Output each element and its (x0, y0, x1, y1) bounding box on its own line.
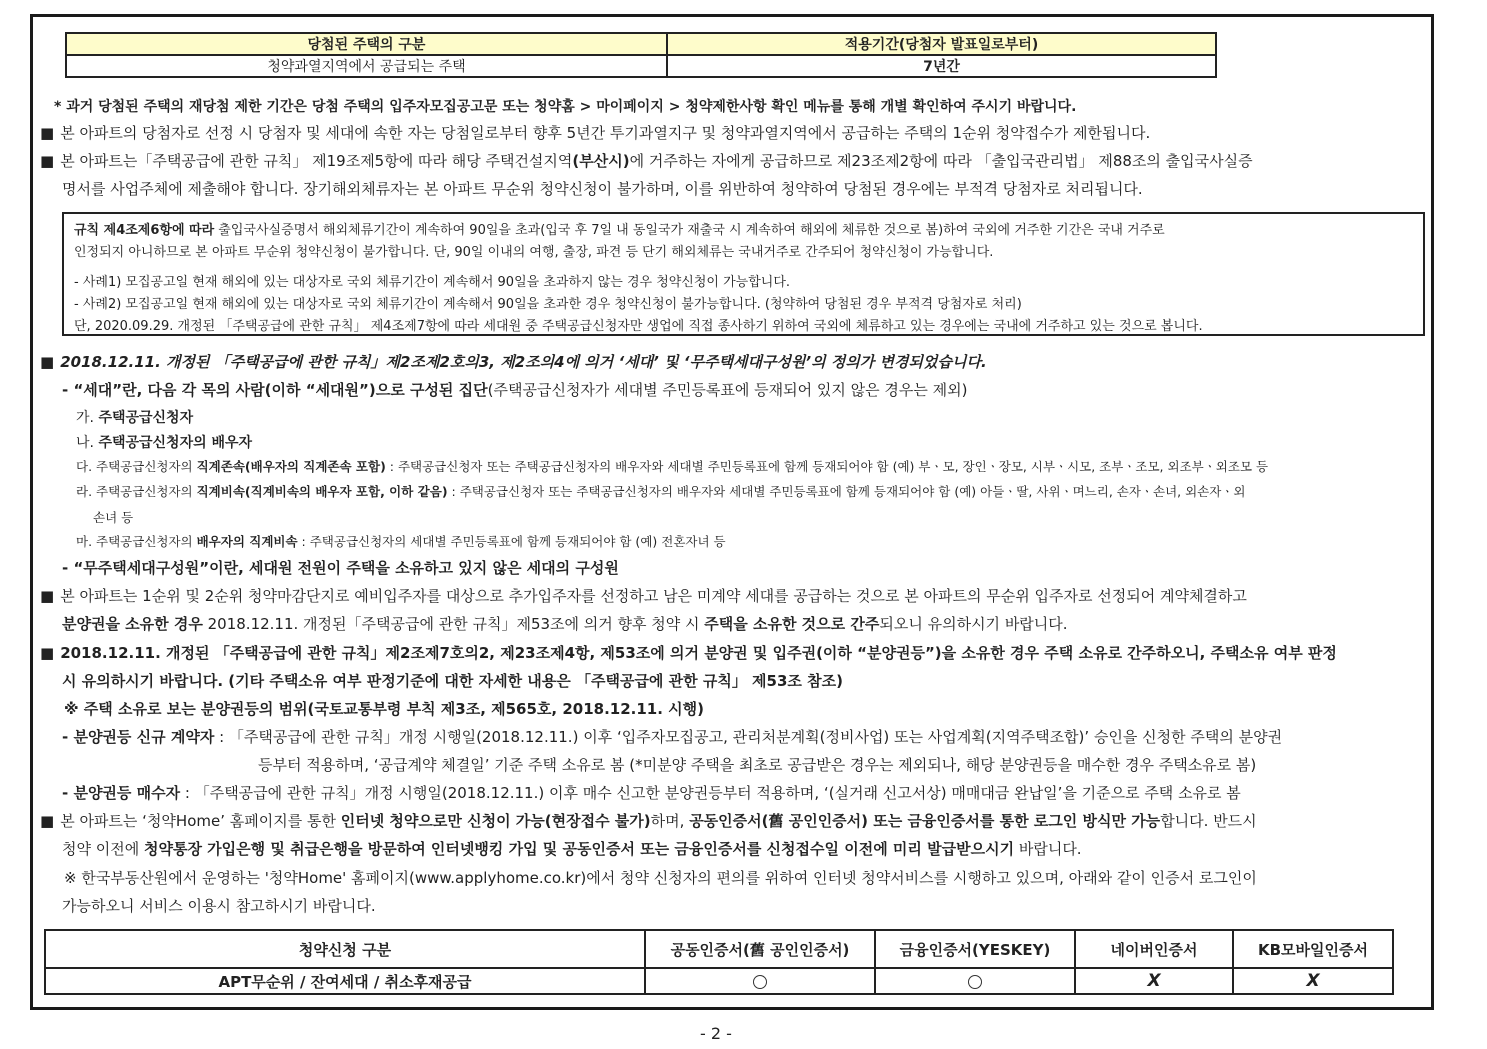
cell-apply-type: APT무순위 / 잔여세대 / 취소후재공급 (45, 968, 645, 994)
header-joint-cert: 공동인증서(舊 공인인증서) (645, 930, 875, 968)
heading-text: 2018.12.11. 개정된 「주택공급에 관한 규칙」제2조제2호의3, 제2조의4에 의거 ‘세대’ 및 ‘무주택세대구성원’의 정의가 변경되었습니다. (60, 353, 987, 371)
list-item-na (76, 432, 252, 452)
bullet-square: ■ (40, 644, 55, 662)
bullet-square: ■ (40, 587, 55, 605)
para-text: 에 거주하는 자에게 공급하므로 제23조제2항에 따라 「출입국관리법」 제88조의 출입국사실증 (629, 152, 1253, 170)
unavailable-x-mark: X (1147, 971, 1161, 991)
para-bold: 주택을 소유한 것으로 간주 (704, 615, 880, 633)
para-text: 2018.12.11. 개정된 「주택공급에 관한 규칙」제2조제7호의2, 제23조제4항, 제53조에 의거 분양권 및 입주권(이하 “분양권등”)을 소유한 경우 주택 소유로 간주하오니, 주택소유 여부 판정 (60, 644, 1337, 662)
household-heading (40, 351, 987, 372)
para-text: 본 아파트는 1순위 및 2순위 청약마감단지로 예비입주자를 대상으로 추가입주자를 선정하고 남은 미계약 세대를 공급하는 것으로 본 아파트의 무순위 입주자로 선정되어 계약체결하고 (60, 587, 1247, 605)
bullet-square: ■ (40, 812, 55, 830)
item-text: : 「주택공급에 관한 규칙」개정 시행일(2018.12.11.) 이후 ‘입주자모집공고, 관리처분계획(정비사업) 또는 사업계획(지역주택조합)’ 승인을 신청한 주택의 분양권 (214, 728, 1283, 746)
cell-naver-cert (1075, 968, 1233, 994)
table-row (66, 55, 1216, 77)
cell-kb-cert (1233, 968, 1393, 994)
def-bold: - “세대”란, 다음 각 목의 사람(이하 “세대원”)으로 구성된 집단 (62, 381, 488, 399)
header-financial-cert: 금융인증서(YESKEY) (875, 930, 1075, 968)
presale-new-contractor-cont: 등부터 적용하며, ‘공급계약 체결일’ 기준 주택 소유로 봄 (*미분양 주택을 최초로 공급받은 경우는 제외되나, 해당 분양권등을 매수한 경우 주택소유로 봄) (258, 756, 1257, 774)
header-kb-cert: KB모바일인증서 (1233, 930, 1393, 968)
para-online-apply-line1 (40, 810, 1257, 831)
list-item-ra (76, 482, 1245, 500)
para-text: 2018.12.11. 개정된「주택공급에 관한 규칙」제53조에 의거 향후 청약 시 (202, 615, 705, 633)
para-text: 바랍니다. (1014, 840, 1082, 858)
header-house-type: 당첨된 주택의 구분 (66, 33, 667, 55)
para-residency-line1 (40, 150, 1253, 171)
bullet-square: ■ (40, 353, 55, 371)
note-rewin-check: * 과거 당첨된 주택의 재당첨 제한 기간은 당첨 주택의 입주자모집공고문 또는 청약홈 > 마이페이지 > 청약제한사항 확인 메뉴를 통해 개별 확인하여 주시기 바랍니다. (54, 99, 1077, 115)
list-prefix: 가. (76, 410, 99, 426)
list-item-ga (76, 407, 193, 427)
list-item-da (76, 457, 1268, 475)
para-presale-rights-line1 (40, 642, 1337, 663)
rule-box-line2: 인정되지 아니하므로 본 아파트 무순위 청약신청이 불가합니다. 단, 90일 이내의 여행, 출장, 파견 등 단기 해외체류는 국내거주로 간주되어 청약신청이 가능합니다. (74, 245, 994, 260)
list-item-ra-cont: 손녀 등 (93, 510, 134, 525)
para-bold: 청약통장 가입은행 및 취급은행을 방문하여 인터넷뱅킹 가입 및 공동인증서 또는 금융인증서를 신청접수일 이전에 미리 발급받으시기 (144, 840, 1015, 858)
para-residency-line2: 명서를 사업주체에 제출해야 합니다. 장기해외체류자는 본 아파트 무순위 청약신청이 불가하며, 이를 위반하여 청약하여 당첨된 경우에는 부적격 당첨자로 처리됩니다. (62, 180, 1143, 198)
para-text: 합니다. 반드시 (1160, 812, 1257, 830)
list-prefix: 라. 주택공급신청자의 (76, 484, 197, 499)
available-circle-icon (753, 975, 767, 989)
list-text: 주택공급신청자의 배우자 (98, 435, 253, 451)
cell-apply-period: 7년간 (667, 55, 1216, 77)
rule-box-line1 (74, 219, 1165, 238)
para-bold: 인터넷 청약으로만 신청이 가능(현장접수 불가) (340, 812, 651, 830)
list-prefix: 마. 주택공급신청자의 (76, 534, 197, 549)
list-text: : 주택공급신청자 또는 주택공급신청자의 배우자와 세대별 주민등록표에 함께 등재되어야 함 (예) 부ㆍ모, 장인ㆍ장모, 시부ㆍ시모, 조부ㆍ조모, 외조부ㆍ외조모 등 (385, 459, 1269, 474)
list-text: 주택공급신청자 (98, 410, 194, 426)
para-presale-rights-line2: 시 유의하시기 바랍니다. (기타 주택소유 여부 판정기준에 대한 자세한 내용은 「주택공급에 관한 규칙」 제53조 참조) (62, 672, 843, 690)
presale-new-contractor (62, 726, 1282, 747)
para-bold: 분양권을 소유한 경우 (62, 615, 203, 633)
para-nonpriority-line2 (62, 613, 1068, 634)
winning-restriction-table (65, 32, 1217, 78)
certificate-table (44, 929, 1394, 995)
applyhome-note-line2: 가능하오니 서비스 이용시 참고하시기 바랍니다. (62, 897, 376, 915)
para-online-apply-line2 (62, 838, 1082, 859)
list-prefix: 나. (76, 435, 99, 451)
rule-box-case1: - 사례1) 모집공고일 현재 해외에 있는 대상자로 국외 체류기간이 계속해서 90일을 초과하지 않는 경우 청약신청이 가능합니다. (74, 275, 791, 290)
rule-box-exception: 단, 2020.09.29. 개정된 「주택공급에 관한 규칙」 제4조제7항에 따라 세대원 중 주택공급신청자만 생업에 직접 종사하기 위하여 국외에 체류하고 있는 경우에는 국내에 거주하고 있는 것으로 봅니다. (74, 319, 1203, 334)
bullet-square: ■ (40, 124, 55, 142)
region-busan: (부산시) (572, 152, 630, 170)
bullet-square: ■ (40, 152, 55, 170)
page-number: - 2 - (700, 1024, 732, 1043)
cell-financial-cert (875, 968, 1075, 994)
para-first-priority-limit (40, 122, 1150, 143)
header-naver-cert: 네이버인증서 (1075, 930, 1233, 968)
table-row (45, 968, 1393, 994)
applyhome-note-line1: ※ 한국부동산원에서 운영하는 '청약Home' 홈페이지(www.applyhome.co.kr)에서 청약 신청자의 편의를 위하여 인터넷 청약서비스를 시행하고 있으며, 아래와 같이 인증서 로그인이 (64, 869, 1257, 887)
rule-text: 출입국사실증명서 해외체류기간이 계속하여 90일을 초과(입국 후 7일 내 동일국가 재출국 시 계속하여 해외에 체류한 것으로 봄)하여 국외에 거주한 기간은 국내 거주로 (214, 223, 1165, 238)
item-text: : 「주택공급에 관한 규칙」개정 시행일(2018.12.11.) 이후 매수 신고한 분양권등부터 적용하며, ‘(실거래 신고서상) 매매대금 완납일’을 기준으로 주택 소유로 봄 (180, 784, 1241, 802)
para-text: 본 아파트의 당첨자로 선정 시 당첨자 및 세대에 속한 자는 당첨일로부터 향후 5년간 투기과열지구 및 청약과열지역에서 공급하는 주택의 1순위 청약접수가 제한됩니다. (60, 124, 1151, 142)
cell-house-type: 청약과열지역에서 공급되는 주택 (66, 55, 667, 77)
nohouse-definition: - “무주택세대구성원”이란, 세대원 전원이 주택을 소유하고 있지 않은 세대의 구성원 (62, 559, 619, 577)
list-bold: 직계비속(직계비속의 배우자 포함, 이하 같음) (196, 484, 448, 499)
list-prefix: 다. 주택공급신청자의 (76, 459, 197, 474)
header-apply-type: 청약신청 구분 (45, 930, 645, 968)
para-text: 되오니 유의하시기 바랍니다. (879, 615, 1068, 633)
rule-box-case2: - 사례2) 모집공고일 현재 해외에 있는 대상자로 국외 체류기간이 계속해서 90일을 초과한 경우 청약신청이 불가능합니다. (청약하여 당첨된 경우 부적격 당첨자로 처리) (74, 297, 1022, 312)
presale-buyer (62, 782, 1241, 803)
item-label: - 분양권등 매수자 (62, 784, 181, 802)
item-label: - 분양권등 신규 계약자 (62, 728, 215, 746)
para-text: 하며, (650, 812, 690, 830)
list-text: : 주택공급신청자 또는 주택공급신청자의 배우자와 세대별 주민등록표에 함께 등재되어야 함 (예) 아들ㆍ딸, 사위ㆍ며느리, 손자ㆍ손녀, 외손자ㆍ외 (447, 484, 1246, 499)
para-nonpriority-line1 (40, 585, 1247, 606)
list-item-ma (76, 532, 726, 550)
table-header-row (66, 33, 1216, 55)
rule-ref: 규칙 제4조제6항에 따라 (74, 223, 215, 238)
unavailable-x-mark: X (1306, 971, 1320, 991)
para-text: 본 아파트는 ‘청약Home’ 홈페이지를 통한 (60, 812, 341, 830)
para-bold: 공동인증서(舊 공인인증서) 또는 금융인증서를 통한 로그인 방식만 가능 (689, 812, 1161, 830)
list-text: : 주택공급신청자의 세대별 주민등록표에 함께 등재되어야 함 (예) 전혼자녀 등 (297, 534, 726, 549)
header-apply-period: 적용기간(당첨자 발표일로부터) (667, 33, 1216, 55)
def-rest: (주택공급신청자가 세대별 주민등록표에 등재되어 있지 않은 경우는 제외) (487, 381, 968, 399)
household-definition (62, 379, 967, 400)
presale-rights-scope: ※ 주택 소유로 보는 분양권등의 범위(국토교통부령 부칙 제3조, 제565호, 2018.12.11. 시행) (64, 700, 704, 718)
para-text: 본 아파트는「주택공급에 관한 규칙」 제19조제5항에 따라 해당 주택건설지역 (60, 152, 573, 170)
table-header-row (45, 930, 1393, 968)
para-text: 청약 이전에 (62, 840, 144, 858)
list-bold: 직계존속(배우자의 직계존속 포함) (196, 459, 386, 474)
cell-joint-cert (645, 968, 875, 994)
list-bold: 배우자의 직계비속 (196, 534, 298, 549)
available-circle-icon (968, 975, 982, 989)
